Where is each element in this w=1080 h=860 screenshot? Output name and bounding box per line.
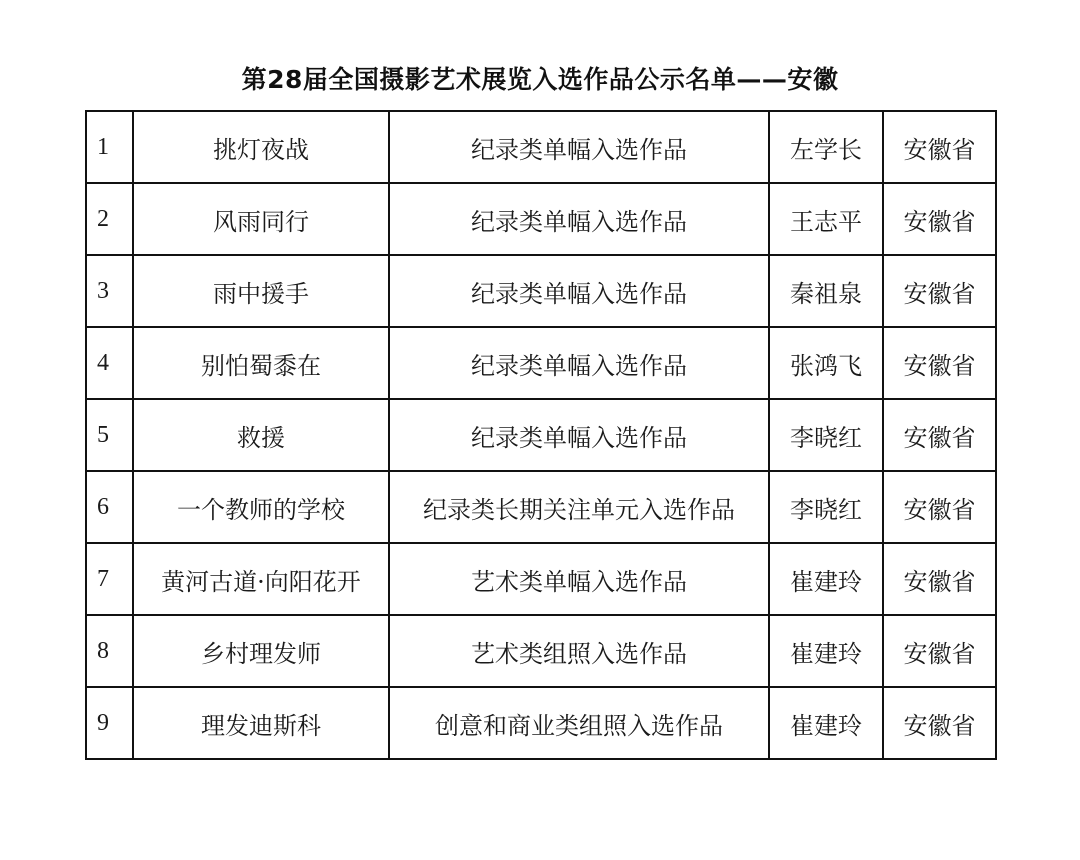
- table-row: [86, 255, 996, 327]
- author-name-cell: 李晓红: [769, 471, 883, 543]
- award-category-cell: 艺术类组照入选作品: [389, 615, 769, 687]
- row-number-cell: 4: [86, 327, 133, 399]
- award-category-cell: 创意和商业类组照入选作品: [389, 687, 769, 759]
- table-row: [86, 687, 996, 759]
- work-title-cell: 乡村理发师: [133, 615, 389, 687]
- row-number-cell: 3: [86, 255, 133, 327]
- row-number-cell: 9: [86, 687, 133, 759]
- row-number-cell: 6: [86, 471, 133, 543]
- author-name-cell: 崔建玲: [769, 615, 883, 687]
- row-number-cell: 7: [86, 543, 133, 615]
- author-name-cell: 左学长: [769, 111, 883, 183]
- table-row: [86, 399, 996, 471]
- work-title-cell: 风雨同行: [133, 183, 389, 255]
- work-title-cell: 挑灯夜战: [133, 111, 389, 183]
- row-number-cell: 1: [86, 111, 133, 183]
- award-category-cell: 纪录类单幅入选作品: [389, 327, 769, 399]
- region-cell: 安徽省: [883, 111, 996, 183]
- work-title-cell: 别怕蜀黍在: [133, 327, 389, 399]
- author-name-cell: 张鸿飞: [769, 327, 883, 399]
- region-cell: 安徽省: [883, 615, 996, 687]
- entries-table-body: [86, 111, 996, 759]
- award-category-cell: 艺术类单幅入选作品: [389, 543, 769, 615]
- region-cell: 安徽省: [883, 543, 996, 615]
- region-cell: 安徽省: [883, 471, 996, 543]
- award-category-cell: 纪录类长期关注单元入选作品: [389, 471, 769, 543]
- work-title-cell: 理发迪斯科: [133, 687, 389, 759]
- region-cell: 安徽省: [883, 255, 996, 327]
- award-category-cell: 纪录类单幅入选作品: [389, 183, 769, 255]
- award-category-cell: 纪录类单幅入选作品: [389, 111, 769, 183]
- award-category-cell: 纪录类单幅入选作品: [389, 399, 769, 471]
- table-row: [86, 183, 996, 255]
- table-row: [86, 543, 996, 615]
- work-title-cell: 黄河古道·向阳花开: [133, 543, 389, 615]
- author-name-cell: 崔建玲: [769, 687, 883, 759]
- row-number-cell: 2: [86, 183, 133, 255]
- author-name-cell: 崔建玲: [769, 543, 883, 615]
- region-cell: 安徽省: [883, 327, 996, 399]
- region-cell: 安徽省: [883, 687, 996, 759]
- table-row: [86, 615, 996, 687]
- work-title-cell: 救援: [133, 399, 389, 471]
- row-number-cell: 8: [86, 615, 133, 687]
- region-cell: 安徽省: [883, 183, 996, 255]
- work-title-cell: 雨中援手: [133, 255, 389, 327]
- region-cell: 安徽省: [883, 399, 996, 471]
- author-name-cell: 秦祖泉: [769, 255, 883, 327]
- page-title: 第28届全国摄影艺术展览入选作品公示名单——安徽: [241, 65, 839, 94]
- table-row: [86, 327, 996, 399]
- author-name-cell: 王志平: [769, 183, 883, 255]
- entries-table: [85, 110, 997, 760]
- author-name-cell: 李晓红: [769, 399, 883, 471]
- award-category-cell: 纪录类单幅入选作品: [389, 255, 769, 327]
- work-title-cell: 一个教师的学校: [133, 471, 389, 543]
- table-row: [86, 111, 996, 183]
- table-row: [86, 471, 996, 543]
- row-number-cell: 5: [86, 399, 133, 471]
